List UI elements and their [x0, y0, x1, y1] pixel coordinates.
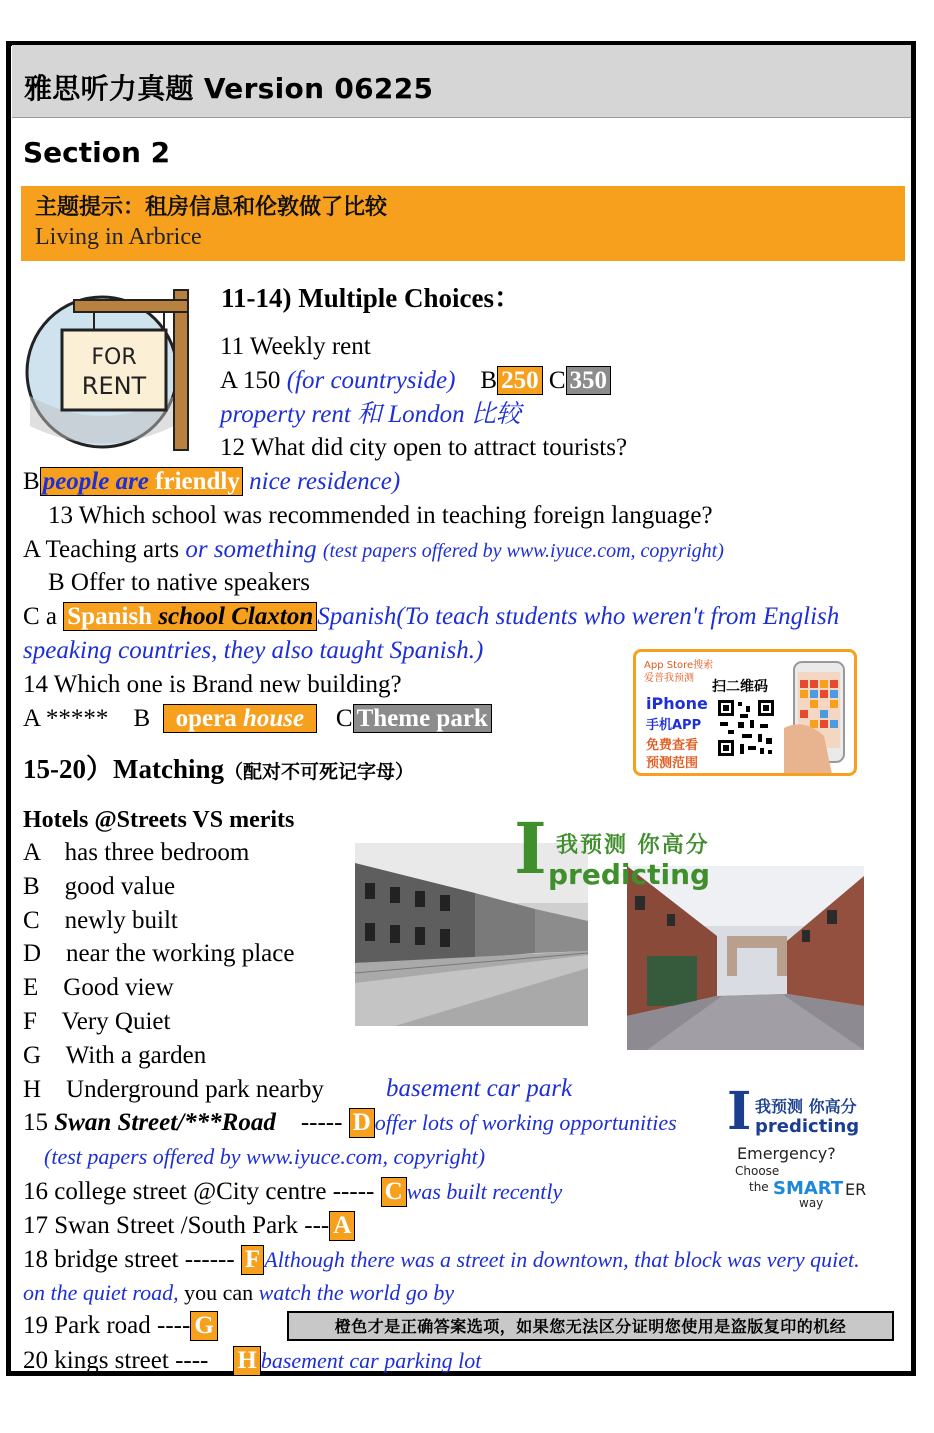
ad-store: App Store搜索 [644, 660, 714, 671]
ad-app: 爱普我预测 [644, 673, 694, 684]
q20-line [23, 1346, 481, 1376]
q18-answer: F [241, 1245, 264, 1275]
q12-text: 12 What did city open to attract tourists? [220, 434, 628, 461]
q12-answer-line [23, 467, 400, 497]
q18-note: Although there was a street in downtown, that block was very quiet. [264, 1247, 860, 1272]
q13-a-note2: (test papers offered by www.iyuce.com, copyright) [322, 540, 724, 562]
q13-a-line [23, 535, 724, 566]
qr-code-icon [716, 698, 776, 758]
ad-iphone: iPhone [646, 694, 708, 713]
ad-free: 免费查看 [646, 738, 699, 753]
page-title: 雅思听力真题 Version 06225 [24, 72, 434, 105]
q16-answer: C [381, 1177, 407, 1207]
predicting-logo-large: I 我预测 你高分 predicting [514, 807, 711, 891]
hotels-subtitle: Hotels @Streets VS merits [23, 807, 295, 833]
q12-b: B [23, 468, 40, 495]
logo-large-cn: 我预测 你高分 [556, 833, 710, 858]
q15-answer: D [349, 1108, 375, 1138]
sign-line2: RENT [81, 372, 147, 400]
q19-text: 19 Park road ---- [23, 1312, 191, 1339]
option-item: A has three bedroom [23, 839, 250, 866]
q11-14-heading: 11-14) Multiple Choices： [221, 283, 521, 313]
q12-note: nice residence) [249, 468, 401, 495]
option-item: G With a garden [23, 1041, 207, 1069]
q13-answer-part2: school Claxton [158, 603, 314, 630]
q18-note2c: watch the world go by [258, 1280, 455, 1305]
q17-answer: A [329, 1211, 355, 1241]
q11-a: A 150 [220, 367, 281, 394]
q15-note: offer lots of working opportunities [374, 1110, 677, 1135]
q14-c-value: Theme park [353, 704, 492, 733]
q15-20-heading-cn: （配对不可死记字母） [223, 761, 414, 783]
app-ad [633, 649, 857, 776]
option-item: F Very Quiet [23, 1008, 171, 1035]
q11-a-note: (for countryside) [286, 367, 456, 394]
q13-b: B Offer to native speakers [48, 569, 310, 596]
q11-c: C [548, 367, 566, 394]
predicting-logo-small: I 我预测 你高分 predicting Emergency? Choose the SMART ER way [727, 1081, 867, 1210]
topic-cn: 主题提示：租房信息和伦敦做了比较 [35, 195, 388, 220]
q20-note: basement car parking lot [260, 1348, 482, 1373]
q16-note: was built recently [406, 1179, 563, 1204]
logo-tag-emergency: Emergency? [737, 1144, 836, 1163]
q15-20-heading: 15-20）Matching [23, 754, 224, 784]
q11-c-value: 350 [566, 366, 612, 395]
q14-c: C [335, 705, 353, 732]
q14-answer-part2: house [242, 705, 305, 732]
q17-text: 17 Swan Street /South Park --- [23, 1212, 330, 1239]
q13-c-line [23, 602, 839, 632]
q11-options [220, 366, 611, 396]
phone-icon [784, 658, 854, 774]
ad-range: 预测范围 [646, 756, 699, 771]
topic-banner [21, 186, 905, 261]
option-item: E Good view [23, 974, 174, 1002]
q14-text: 14 Which one is Brand new building? [23, 671, 402, 698]
q15-dash: ----- [300, 1109, 343, 1136]
q18-note2a: on the quiet road, [23, 1280, 179, 1305]
q14-options [23, 704, 492, 734]
q14-answer-part1: opera [175, 705, 237, 732]
q15-text: Swan Street/***Road [54, 1109, 276, 1136]
q13-c-note: Spanish(To teach students who weren't from English [317, 603, 840, 630]
logo-large-en: predicting [548, 858, 711, 891]
header-bar [12, 45, 911, 118]
section-title: Section 2 [23, 136, 171, 169]
q20-text: 20 kings street ---- [23, 1347, 209, 1374]
logo-tag-the: the [749, 1180, 769, 1194]
logo-tag-way: way [799, 1196, 824, 1210]
q11-text: 11 Weekly rent [220, 333, 371, 360]
q16-line [23, 1177, 562, 1207]
q11-b-answer: 250 [497, 366, 543, 395]
q18-line [23, 1245, 860, 1275]
q11-note: property rent 和 London 比较 [220, 401, 521, 428]
logo-small-cn: 我预测 你高分 [755, 1097, 857, 1116]
q16-text: 16 college street @City centre ----- [23, 1178, 375, 1205]
ad-scan: 扫二维码 [712, 679, 768, 695]
q19-line [23, 1311, 218, 1341]
q15-20-heading-line [23, 754, 414, 787]
q18-text: 18 bridge street ------ [23, 1246, 235, 1273]
logo-tag-er: ER [845, 1180, 867, 1199]
q19-answer: G [190, 1311, 217, 1341]
q15-note2: (test papers offered by www.iyuce.com, copyright) [44, 1144, 486, 1169]
q15-label: 15 [23, 1109, 48, 1136]
q14-a: A ***** [23, 705, 109, 732]
q14-b: B [133, 705, 151, 732]
q20-answer: H [233, 1346, 260, 1376]
logo-small-en: predicting [755, 1116, 860, 1137]
q13-text: 13 Which school was recommended in teaching foreign language? [48, 502, 713, 529]
q15-line [23, 1108, 677, 1138]
q13-c: C a [23, 603, 58, 630]
option-item: D near the working place [23, 940, 295, 968]
q13-a-note1: or something [185, 536, 317, 563]
topic-en: Living in Arbrice [35, 224, 202, 250]
sign-line1: FOR [91, 345, 137, 370]
q12-answer-part2: friendly [155, 468, 240, 495]
q18-note2-line [23, 1278, 454, 1308]
option-h-note: basement car park [386, 1075, 573, 1102]
q12-answer-part1: people are [42, 468, 149, 495]
q18-note2b: you can [184, 1280, 254, 1305]
q13-c-note2: speaking countries, they also taught Spanish.) [23, 637, 484, 664]
notice-banner: 橙色才是正确答案选项，如果您无法区分证明您使用是盗版复印的机经 [287, 1311, 894, 1341]
logo-tag-smart: SMART [773, 1178, 844, 1199]
for-rent-sign-icon [24, 286, 200, 452]
option-item: C newly built [23, 906, 178, 934]
q13-answer-part1: Spanish [67, 603, 153, 630]
q13-a: A Teaching arts [23, 536, 180, 563]
option-item: H Underground park nearby [23, 1075, 324, 1103]
q17-line [23, 1211, 355, 1241]
option-item: B good value [23, 872, 176, 900]
ad-app2: 手机APP [646, 718, 702, 733]
q11-b: B [480, 367, 498, 394]
logo-tag-choose: Choose [735, 1164, 780, 1178]
